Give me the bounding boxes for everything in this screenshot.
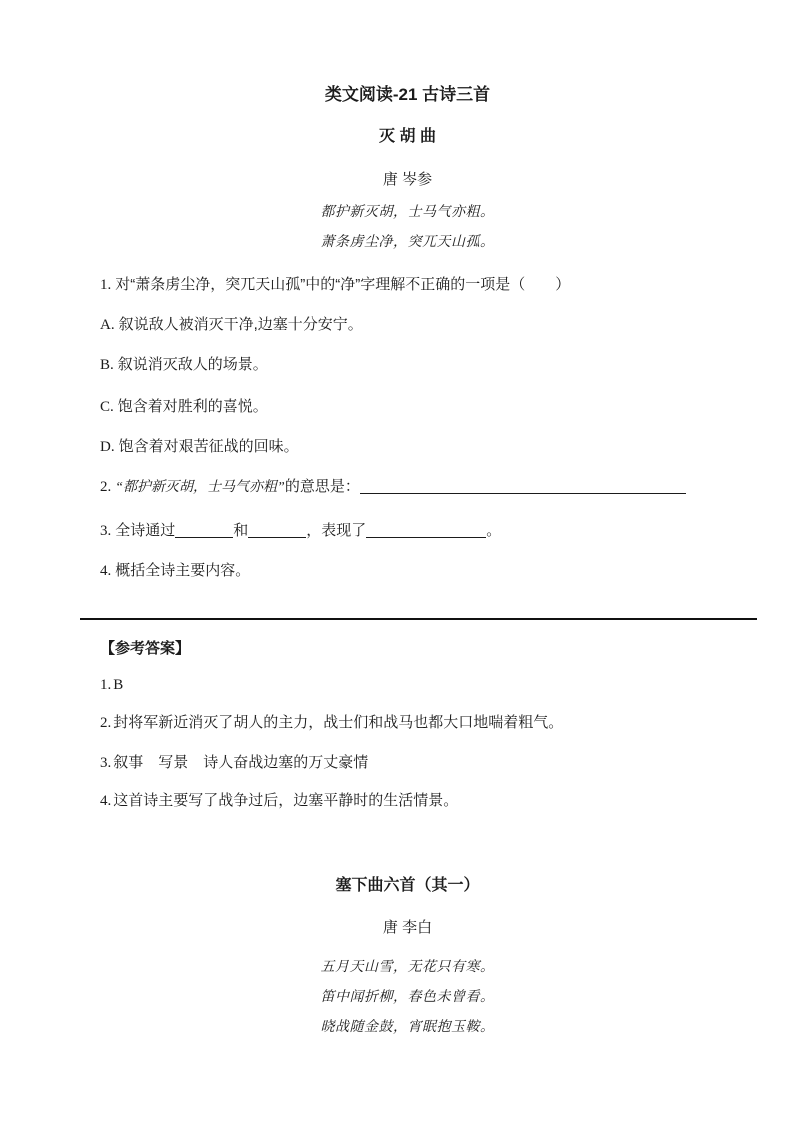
poem2-verse-line-3: 晓战随金鼓，宵眠抱玉鞍。 xyxy=(320,1020,495,1035)
question-4-text: 概括全诗主要内容。 xyxy=(115,562,251,579)
poem2-verse-line-2: 笛中闻折柳，春色未曾看。 xyxy=(320,990,495,1005)
poem1-title: 灭 胡 曲 xyxy=(379,128,436,145)
question-3-part3: ，表现了 xyxy=(306,522,367,539)
option-a-label: A. xyxy=(100,317,115,333)
poem2-author: 唐 李白 xyxy=(382,919,433,936)
poem2-verse-line-1: 五月天山雪，无花只有寒。 xyxy=(320,960,495,975)
answer-item-4 xyxy=(100,791,715,811)
question-3 xyxy=(100,521,715,541)
answer-1-text: B xyxy=(113,677,124,693)
answers-heading: 【参考答案】 xyxy=(100,640,191,657)
answer-3-number: 3. xyxy=(100,755,112,771)
question-3-part1: 全诗通过 xyxy=(115,522,176,539)
question-2 xyxy=(100,477,715,498)
answer-item-3 xyxy=(100,753,715,773)
question-1-number: 1. xyxy=(100,277,112,293)
answer-1-number: 1. xyxy=(100,677,112,693)
poem1-verse-line-1: 都护新灭胡，士马气亦粗。 xyxy=(320,205,495,220)
answer-item-1 xyxy=(100,675,715,695)
question-3-part4: 。 xyxy=(486,522,502,539)
answer-4-number: 4. xyxy=(100,793,112,809)
question-2-number: 2. xyxy=(100,479,112,495)
question-1-text: 对“萧条虏尘净，突兀天山孤”中的“净”字理解不正确的一项是（ ） xyxy=(115,276,571,293)
answer-4-text: 这首诗主要写了战争过后，边塞平静时的生活情景。 xyxy=(113,792,459,809)
answer-2-number: 2. xyxy=(100,715,112,731)
question-3-blank-1 xyxy=(175,523,233,538)
question-4-number: 4. xyxy=(100,563,112,579)
question-2-text: 的意思是： xyxy=(284,478,360,495)
question-1-option-a xyxy=(100,315,715,335)
question-1 xyxy=(100,275,715,295)
answer-3-text: 叙事 写景 诗人奋战边塞的万丈豪情 xyxy=(113,754,369,771)
option-d-text: 饱含着对艰苦征战的回味。 xyxy=(118,438,299,455)
question-4 xyxy=(100,561,715,581)
option-b-text: 叙说消灭敌人的场景。 xyxy=(117,356,268,373)
question-3-blank-3 xyxy=(366,523,486,538)
section-divider xyxy=(80,618,757,620)
poem1-verse-line-2: 萧条虏尘净，突兀天山孤。 xyxy=(320,235,495,250)
question-1-option-c xyxy=(100,397,715,417)
question-3-part2: 和 xyxy=(233,522,249,539)
poem2-title: 塞下曲六首（其一） xyxy=(335,877,480,894)
question-1-option-d xyxy=(100,437,715,457)
question-3-number: 3. xyxy=(100,523,112,539)
document-title: 类文阅读-21 古诗三首 xyxy=(324,85,491,104)
option-d-label: D. xyxy=(100,439,115,455)
option-c-label: C. xyxy=(100,399,114,415)
question-2-quote: “都护新灭胡，士马气亦粗” xyxy=(115,480,285,495)
question-3-blank-2 xyxy=(248,523,306,538)
answer-2-text: 封将军新近消灭了胡人的主力，战士们和战马也都大口地喘着粗气。 xyxy=(113,714,564,731)
option-c-text: 饱含着对胜利的喜悦。 xyxy=(117,398,268,415)
option-a-text: 叙说敌人被消灭干净,边塞十分安宁。 xyxy=(118,316,363,333)
option-b-label: B. xyxy=(100,357,114,373)
question-2-answer-blank xyxy=(360,479,686,494)
poem1-author: 唐 岑参 xyxy=(382,171,433,188)
answer-item-2 xyxy=(100,713,715,733)
question-1-option-b xyxy=(100,355,715,375)
